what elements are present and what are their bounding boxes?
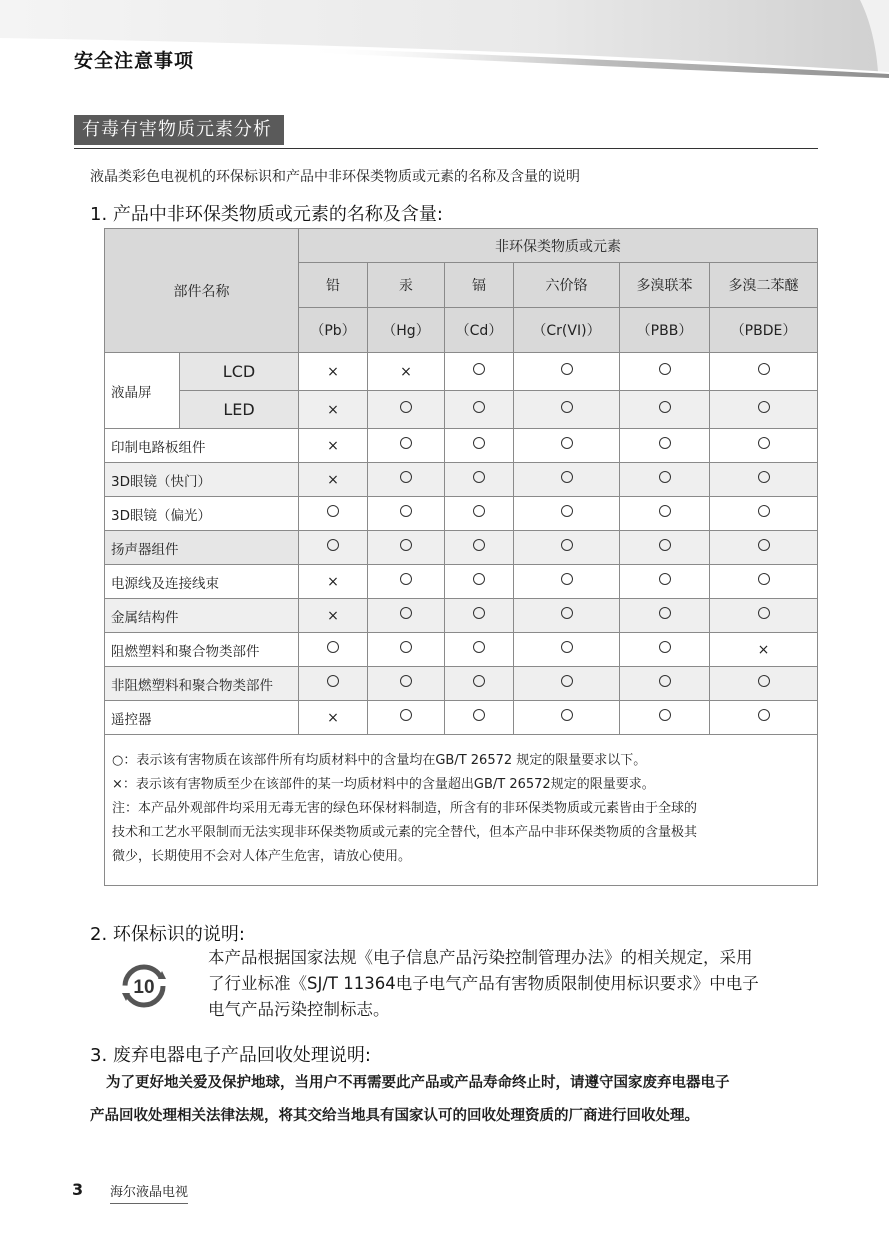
compliance-cell xyxy=(368,429,445,463)
compliant-mark xyxy=(400,607,412,619)
substance-symbol: （Cr(VI)） xyxy=(514,308,620,353)
compliant-mark xyxy=(758,363,770,375)
compliance-cell xyxy=(299,429,368,463)
component-name: 非阻燃塑料和聚合物类部件 xyxy=(105,667,299,701)
compliant-mark xyxy=(758,607,770,619)
section-2-line: 电气产品污染控制标志。 xyxy=(208,1000,390,1019)
compliance-cell xyxy=(299,633,368,667)
compliance-cell xyxy=(445,565,514,599)
compliance-cell xyxy=(445,599,514,633)
compliant-mark xyxy=(758,471,770,483)
page-header-title: 安全注意事项 xyxy=(74,50,195,72)
compliance-cell xyxy=(620,633,710,667)
compliance-cell xyxy=(710,565,818,599)
exceeds-mark: × xyxy=(327,471,339,488)
component-name: LED xyxy=(180,391,299,429)
substance-header: 六价铬 xyxy=(514,263,620,308)
compliant-mark xyxy=(758,437,770,449)
compliant-mark xyxy=(400,709,412,721)
substance-header: 多溴二苯醚 xyxy=(710,263,818,308)
compliance-cell xyxy=(445,633,514,667)
component-name: 扬声器组件 xyxy=(105,531,299,565)
compliance-cell xyxy=(368,391,445,429)
note-line: 技术和工艺水平限制而无法实现非环保类物质或元素的完全替代，但本产品中非环保类物质的含量极其 xyxy=(112,825,698,840)
compliant-mark xyxy=(659,505,671,517)
component-name: 阻燃塑料和聚合物类部件 xyxy=(105,633,299,667)
compliance-cell xyxy=(299,599,368,633)
compliance-cell xyxy=(514,667,620,701)
compliant-mark xyxy=(473,675,485,687)
note-line: ×：表示该有害物质至少在该部件的某一均质材料中的含量超出GB/T 26572规定的限量要求。 xyxy=(112,777,655,792)
compliance-cell xyxy=(445,463,514,497)
substance-header: 汞 xyxy=(368,263,445,308)
compliance-cell xyxy=(299,391,368,429)
section-divider xyxy=(74,148,818,149)
exceeds-mark: × xyxy=(327,607,339,624)
exceeds-mark: × xyxy=(400,363,412,380)
compliance-cell xyxy=(368,633,445,667)
compliance-cell xyxy=(620,599,710,633)
substance-symbol: （PBDE） xyxy=(710,308,818,353)
table-row xyxy=(105,391,818,429)
component-name: 3D眼镜（偏光） xyxy=(105,497,299,531)
compliance-cell xyxy=(710,599,818,633)
compliance-cell xyxy=(514,599,620,633)
compliance-cell xyxy=(299,565,368,599)
compliance-cell xyxy=(620,667,710,701)
compliant-mark xyxy=(659,675,671,687)
compliance-cell xyxy=(710,429,818,463)
substance-group-header: 非环保类物质或元素 xyxy=(299,229,818,263)
compliant-mark xyxy=(473,363,485,375)
table-row xyxy=(105,633,818,667)
substance-symbol: （Cd） xyxy=(445,308,514,353)
compliant-mark xyxy=(327,675,339,687)
exceeds-mark: × xyxy=(327,573,339,590)
compliant-mark xyxy=(400,539,412,551)
section-1-heading: 1. 产品中非环保类物质或元素的名称及含量: xyxy=(90,204,443,225)
substance-symbol: （Hg） xyxy=(368,308,445,353)
section-3-line: 产品回收处理相关法律法规，将其交给当地具有国家认可的回收处理资质的厂商进行回收处理。 xyxy=(90,1108,699,1124)
compliance-cell xyxy=(620,353,710,391)
table-row xyxy=(105,353,818,391)
compliance-cell xyxy=(445,531,514,565)
compliance-cell xyxy=(620,463,710,497)
note-line: 微少，长期使用不会对人体产生危害，请放心使用。 xyxy=(112,849,412,864)
section-2-line: 本产品根据国家法规《电子信息产品污染控制管理办法》的相关规定，采用 xyxy=(208,948,753,967)
part-name-header: 部件名称 xyxy=(105,229,299,353)
compliant-mark xyxy=(473,471,485,483)
compliance-cell xyxy=(368,667,445,701)
component-name: LCD xyxy=(180,353,299,391)
exceeds-mark: × xyxy=(757,641,770,658)
table-row xyxy=(105,599,818,633)
table-row xyxy=(105,531,818,565)
compliance-cell xyxy=(368,565,445,599)
pollution-control-10-logo xyxy=(116,963,172,1009)
compliant-mark xyxy=(473,607,485,619)
compliance-cell xyxy=(368,463,445,497)
section-2-heading: 2. 环保标识的说明: xyxy=(90,924,245,945)
compliance-cell xyxy=(710,667,818,701)
compliance-cell xyxy=(368,701,445,735)
compliant-mark xyxy=(473,539,485,551)
compliance-cell xyxy=(299,667,368,701)
compliance-cell xyxy=(368,497,445,531)
substance-header: 铅 xyxy=(299,263,368,308)
substance-header: 多溴联苯 xyxy=(620,263,710,308)
compliance-cell xyxy=(445,701,514,735)
compliance-cell xyxy=(514,429,620,463)
compliant-mark xyxy=(400,573,412,585)
compliant-mark xyxy=(561,607,573,619)
substance-header: 镉 xyxy=(445,263,514,308)
compliant-mark xyxy=(659,471,671,483)
table-row xyxy=(105,565,818,599)
section-2-line: 了行业标准《SJ/T 11364电子电气产品有害物质限制使用标识要求》中电子 xyxy=(208,974,759,993)
compliance-cell xyxy=(299,497,368,531)
compliant-mark xyxy=(327,505,339,517)
compliance-cell xyxy=(514,633,620,667)
compliance-cell xyxy=(710,531,818,565)
notes-row xyxy=(105,735,818,886)
page-number: 3 xyxy=(72,1180,84,1199)
compliant-mark xyxy=(473,573,485,585)
component-name: 遥控器 xyxy=(105,701,299,735)
compliant-mark xyxy=(473,641,485,653)
compliant-mark xyxy=(659,607,671,619)
compliance-cell xyxy=(299,701,368,735)
table-row xyxy=(105,463,818,497)
section-2-text xyxy=(208,945,820,1023)
component-name: 电源线及连接线束 xyxy=(105,565,299,599)
compliance-cell xyxy=(514,353,620,391)
compliant-mark xyxy=(473,401,485,413)
compliant-mark xyxy=(758,401,770,413)
compliance-cell xyxy=(368,531,445,565)
section-3-heading: 3. 废弃电器电子产品回收处理说明: xyxy=(90,1045,371,1066)
compliant-mark xyxy=(758,709,770,721)
compliant-mark xyxy=(400,437,412,449)
compliant-mark xyxy=(400,401,412,413)
compliance-cell xyxy=(445,391,514,429)
compliant-mark xyxy=(659,437,671,449)
compliant-mark xyxy=(659,573,671,585)
compliance-cell xyxy=(299,463,368,497)
compliance-cell xyxy=(445,353,514,391)
compliant-mark xyxy=(561,401,573,413)
compliance-cell xyxy=(620,531,710,565)
compliant-mark xyxy=(758,539,770,551)
compliance-cell xyxy=(368,353,445,391)
compliance-cell xyxy=(620,391,710,429)
table-row xyxy=(105,429,818,463)
compliant-mark xyxy=(561,573,573,585)
compliant-mark xyxy=(561,675,573,687)
compliance-cell xyxy=(445,497,514,531)
table-row xyxy=(105,701,818,735)
compliant-mark xyxy=(327,539,339,551)
logo-number: 10 xyxy=(133,977,155,998)
note-line: 注：本产品外观部件均采用无毒无害的绿色环保材料制造，所含有的非环保类物质或元素皆由于全球的 xyxy=(112,801,698,816)
compliant-mark xyxy=(400,471,412,483)
table-notes xyxy=(105,735,818,886)
exceeds-mark: × xyxy=(327,363,339,380)
compliant-mark xyxy=(561,709,573,721)
note-line: ○：表示该有害物质在该部件所有均质材料中的含量均在GB/T 26572 规定的限量要求以下。 xyxy=(112,753,647,768)
exceeds-mark: × xyxy=(327,401,339,418)
compliant-mark xyxy=(561,363,573,375)
compliant-mark xyxy=(659,709,671,721)
compliance-cell xyxy=(299,531,368,565)
compliant-mark xyxy=(758,505,770,517)
compliant-mark xyxy=(400,505,412,517)
compliant-mark xyxy=(400,675,412,687)
compliant-mark xyxy=(758,573,770,585)
section-banner: 有毒有害物质元素分析 xyxy=(74,115,284,145)
section-3-text xyxy=(90,1067,820,1133)
compliant-mark xyxy=(659,641,671,653)
compliant-mark xyxy=(659,539,671,551)
compliant-mark xyxy=(473,437,485,449)
compliance-cell xyxy=(514,531,620,565)
intro-text: 液晶类彩色电视机的环保标识和产品中非环保类物质或元素的名称及含量的说明 xyxy=(90,169,580,185)
compliant-mark xyxy=(327,641,339,653)
substance-symbol: （PBB） xyxy=(620,308,710,353)
compliance-cell xyxy=(710,463,818,497)
compliance-cell xyxy=(710,353,818,391)
table-row xyxy=(105,497,818,531)
compliance-cell xyxy=(620,565,710,599)
component-name: 3D眼镜（快门） xyxy=(105,463,299,497)
compliance-cell xyxy=(514,497,620,531)
compliance-cell xyxy=(620,429,710,463)
component-name: 金属结构件 xyxy=(105,599,299,633)
compliant-mark xyxy=(561,505,573,517)
exceeds-mark: × xyxy=(327,437,339,454)
compliant-mark xyxy=(561,437,573,449)
compliance-cell xyxy=(620,497,710,531)
compliance-cell xyxy=(368,599,445,633)
footer-brand: 海尔液晶电视 xyxy=(110,1181,188,1204)
compliance-cell xyxy=(445,429,514,463)
compliance-cell xyxy=(710,391,818,429)
section-3-line: 为了更好地关爱及保护地球，当用户不再需要此产品或产品寿命终止时，请遵守国家废弃电器电子 xyxy=(106,1075,730,1091)
substance-symbol: （Pb） xyxy=(299,308,368,353)
exceeds-mark: × xyxy=(327,709,339,726)
hazardous-substance-table xyxy=(104,228,818,886)
screen-group-label: 液晶屏 xyxy=(105,353,180,429)
compliance-cell xyxy=(710,633,818,667)
compliance-cell xyxy=(710,701,818,735)
compliant-mark xyxy=(758,675,770,687)
compliant-mark xyxy=(659,401,671,413)
compliance-cell xyxy=(710,497,818,531)
compliant-mark xyxy=(561,471,573,483)
compliance-cell xyxy=(445,667,514,701)
compliance-cell xyxy=(514,391,620,429)
header-decoration xyxy=(0,0,889,90)
compliance-cell xyxy=(514,565,620,599)
component-name: 印制电路板组件 xyxy=(105,429,299,463)
compliant-mark xyxy=(400,641,412,653)
compliance-cell xyxy=(299,353,368,391)
table-row xyxy=(105,667,818,701)
compliance-cell xyxy=(514,463,620,497)
compliant-mark xyxy=(473,505,485,517)
compliant-mark xyxy=(473,709,485,721)
compliant-mark xyxy=(561,539,573,551)
compliant-mark xyxy=(659,363,671,375)
compliance-cell xyxy=(514,701,620,735)
compliant-mark xyxy=(561,641,573,653)
compliance-cell xyxy=(620,701,710,735)
